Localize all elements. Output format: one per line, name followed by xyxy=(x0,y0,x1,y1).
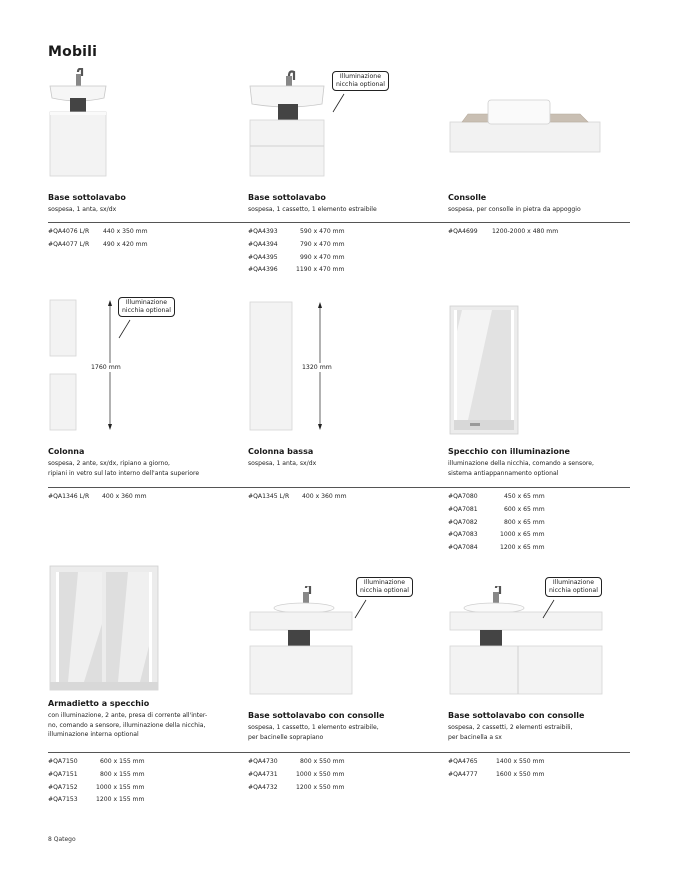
product-dimension: 990 x 470 mm xyxy=(300,253,345,261)
product-code: #QA7080 xyxy=(448,493,478,500)
code-row xyxy=(48,491,147,504)
lighting-callout xyxy=(356,577,413,597)
callout-line-2: nicchia optional xyxy=(336,81,385,88)
product-dimension: 490 x 420 mm xyxy=(103,240,148,248)
code-row xyxy=(48,769,145,782)
product-name: Base sottolavabo xyxy=(48,193,126,202)
product-description: per bacinella a sx xyxy=(448,733,502,741)
product-code: #QA1345 L/R xyxy=(248,493,290,500)
code-row xyxy=(448,226,558,239)
product-code: #QA7153 xyxy=(48,796,78,804)
callout-line-2: nicchia optional xyxy=(122,307,171,314)
product-code: #QA7083 xyxy=(448,531,478,539)
page-footer: 8 Qatego xyxy=(48,836,76,843)
code-row xyxy=(248,756,345,769)
callout-pointer xyxy=(352,598,372,620)
divider xyxy=(48,752,630,753)
product-code: #QA7082 xyxy=(448,518,478,526)
product-name: Base sottolavabo con consolle xyxy=(448,711,585,720)
product-code: #QA7084 xyxy=(448,544,478,552)
callout-pointer xyxy=(330,92,350,114)
product-dimension: 590 x 470 mm xyxy=(300,228,345,235)
product-name: Colonna xyxy=(48,447,85,456)
callout-line-2: nicchia optional xyxy=(360,587,409,594)
product-dimension: 600 x 65 mm xyxy=(504,505,545,513)
product-description: sistema antiappannamento optional xyxy=(448,469,559,477)
product-info xyxy=(48,447,230,478)
code-row xyxy=(448,756,544,769)
code-list xyxy=(48,226,148,252)
product-dimension: 1190 x 470 mm xyxy=(296,266,345,274)
callout-line-1: Illuminazione xyxy=(339,73,382,80)
product-code: #QA7150 xyxy=(48,758,78,765)
code-row xyxy=(248,226,345,239)
code-row xyxy=(48,782,145,795)
product-code: #QA4699 xyxy=(448,228,478,235)
code-list xyxy=(48,491,147,504)
product-info xyxy=(48,699,230,740)
code-row xyxy=(448,517,545,530)
product-dimension: 440 x 350 mm xyxy=(103,228,148,235)
code-row xyxy=(248,782,345,795)
product-dimension: 1000 x 65 mm xyxy=(500,531,545,539)
product-dimension: 1200 x 155 mm xyxy=(96,796,145,804)
product-description: no, comando a sensore, illuminazione della nicchia, xyxy=(48,721,206,729)
lighting-callout xyxy=(118,297,175,317)
product-description: per bacinelle soprapiano xyxy=(248,733,324,741)
page-title: Mobili xyxy=(48,44,98,60)
product-code: #QA4765 xyxy=(448,758,478,765)
product-info xyxy=(48,193,230,215)
product-dimension: 800 x 65 mm xyxy=(504,518,545,526)
code-row xyxy=(248,769,345,782)
product-code: #QA4777 xyxy=(448,770,478,778)
product-code: #QA4076 L/R xyxy=(48,228,90,235)
product-dimension: 1600 x 550 mm xyxy=(496,770,545,778)
code-list xyxy=(448,756,544,782)
product-description: sospesa, 1 cassetto, 1 elemento estraibile xyxy=(248,206,377,213)
product-name: Base sottolavabo xyxy=(248,193,326,202)
mirror-cabinet-image xyxy=(48,564,160,694)
product-description: sospesa, 2 ante, sx/dx, ripiano a giorno, xyxy=(48,460,170,467)
code-list xyxy=(248,491,347,504)
code-row xyxy=(448,491,545,504)
code-row xyxy=(48,239,148,252)
lighting-callout xyxy=(545,577,602,597)
product-dimension: 450 x 65 mm xyxy=(504,493,545,500)
code-row xyxy=(448,504,545,517)
code-row xyxy=(48,756,145,769)
code-row xyxy=(48,226,148,239)
product-info xyxy=(448,711,630,742)
product-info xyxy=(448,447,630,478)
product-dimension: 800 x 550 mm xyxy=(300,758,345,765)
code-row xyxy=(448,769,544,782)
callout-line-1: Illuminazione xyxy=(125,299,168,306)
height-label: 1760 mm xyxy=(91,364,121,371)
callout-pointer xyxy=(116,318,136,340)
divider xyxy=(48,487,630,488)
product-code: #QA7152 xyxy=(48,783,78,791)
product-info xyxy=(248,447,430,469)
code-row xyxy=(248,264,345,277)
product-code: #QA4732 xyxy=(248,783,278,791)
product-code: #QA4394 xyxy=(248,240,278,248)
product-dimension: 400 x 360 mm xyxy=(102,493,147,500)
product-dimension: 1000 x 550 mm xyxy=(296,770,345,778)
product-info xyxy=(248,711,430,742)
illuminated-mirror-image xyxy=(448,304,520,436)
product-code: #QA4395 xyxy=(248,253,278,261)
code-list xyxy=(248,226,345,277)
callout-line-2: nicchia optional xyxy=(549,587,598,594)
product-dimension: 800 x 155 mm xyxy=(100,770,145,778)
vanity-drawer-unit-image xyxy=(248,68,328,180)
product-description: sospesa, 2 cassetti, 2 elementi estraibili, xyxy=(448,724,573,731)
vanity-console-image xyxy=(248,586,354,698)
height-label: 1320 mm xyxy=(302,364,332,371)
product-description: sospesa, per consolle in pietra da appoggio xyxy=(448,206,581,213)
code-row xyxy=(248,239,345,252)
code-row xyxy=(248,491,347,504)
divider xyxy=(48,222,630,223)
product-info xyxy=(248,193,430,215)
product-description: illuminazione della nicchia, comando a sensore, xyxy=(448,460,594,467)
code-row xyxy=(248,252,345,265)
product-name: Base sottolavabo con consolle xyxy=(248,711,385,720)
code-row xyxy=(448,542,545,555)
product-code: #QA7081 xyxy=(448,505,478,513)
code-row xyxy=(448,529,545,542)
code-list xyxy=(448,226,558,239)
product-description: sospesa, 1 cassetto, 1 elemento estraibile, xyxy=(248,724,379,731)
product-dimension: 400 x 360 mm xyxy=(302,493,347,500)
code-list xyxy=(248,756,345,794)
product-code: #QA4077 L/R xyxy=(48,240,90,248)
lighting-callout xyxy=(332,71,389,91)
product-code: #QA4396 xyxy=(248,266,278,274)
product-dimension: 790 x 470 mm xyxy=(300,240,345,248)
callout-line-1: Illuminazione xyxy=(363,579,406,586)
code-list xyxy=(48,756,145,807)
product-dimension: 1200 x 65 mm xyxy=(500,544,545,552)
product-code: #QA4730 xyxy=(248,758,278,765)
code-row xyxy=(48,794,145,807)
console-image xyxy=(448,98,602,156)
product-name: Specchio con illuminazione xyxy=(448,447,570,456)
product-code: #QA4731 xyxy=(248,770,278,778)
product-name: Armadietto a specchio xyxy=(48,699,150,708)
product-dimension: 1000 x 155 mm xyxy=(96,783,145,791)
callout-line-1: Illuminazione xyxy=(552,579,595,586)
vanity-unit-image xyxy=(48,68,108,180)
code-list xyxy=(448,491,545,555)
double-vanity-console-image xyxy=(448,586,604,698)
product-dimension: 1400 x 550 mm xyxy=(496,758,545,765)
product-name: Consolle xyxy=(448,193,487,202)
callout-pointer xyxy=(540,598,560,620)
product-description: sospesa, 1 anta, sx/dx xyxy=(48,206,117,213)
product-info xyxy=(448,193,630,215)
product-name: Colonna bassa xyxy=(248,447,314,456)
product-description: con illuminazione, 2 ante, presa di corrente all'inter- xyxy=(48,712,208,719)
product-dimension: 1200 x 550 mm xyxy=(296,783,345,791)
product-dimension: 600 x 155 mm xyxy=(100,758,145,765)
product-dimension: 1200-2000 x 480 mm xyxy=(492,228,559,235)
product-code: #QA1346 L/R xyxy=(48,493,90,500)
product-description: ripiani in vetro sul lato interno dell'anta superiore xyxy=(48,469,200,477)
product-description: sospesa, 1 anta, sx/dx xyxy=(248,460,317,467)
product-description: illuminazione interna optional xyxy=(48,731,139,738)
product-code: #QA4393 xyxy=(248,228,278,235)
product-code: #QA7151 xyxy=(48,770,78,778)
